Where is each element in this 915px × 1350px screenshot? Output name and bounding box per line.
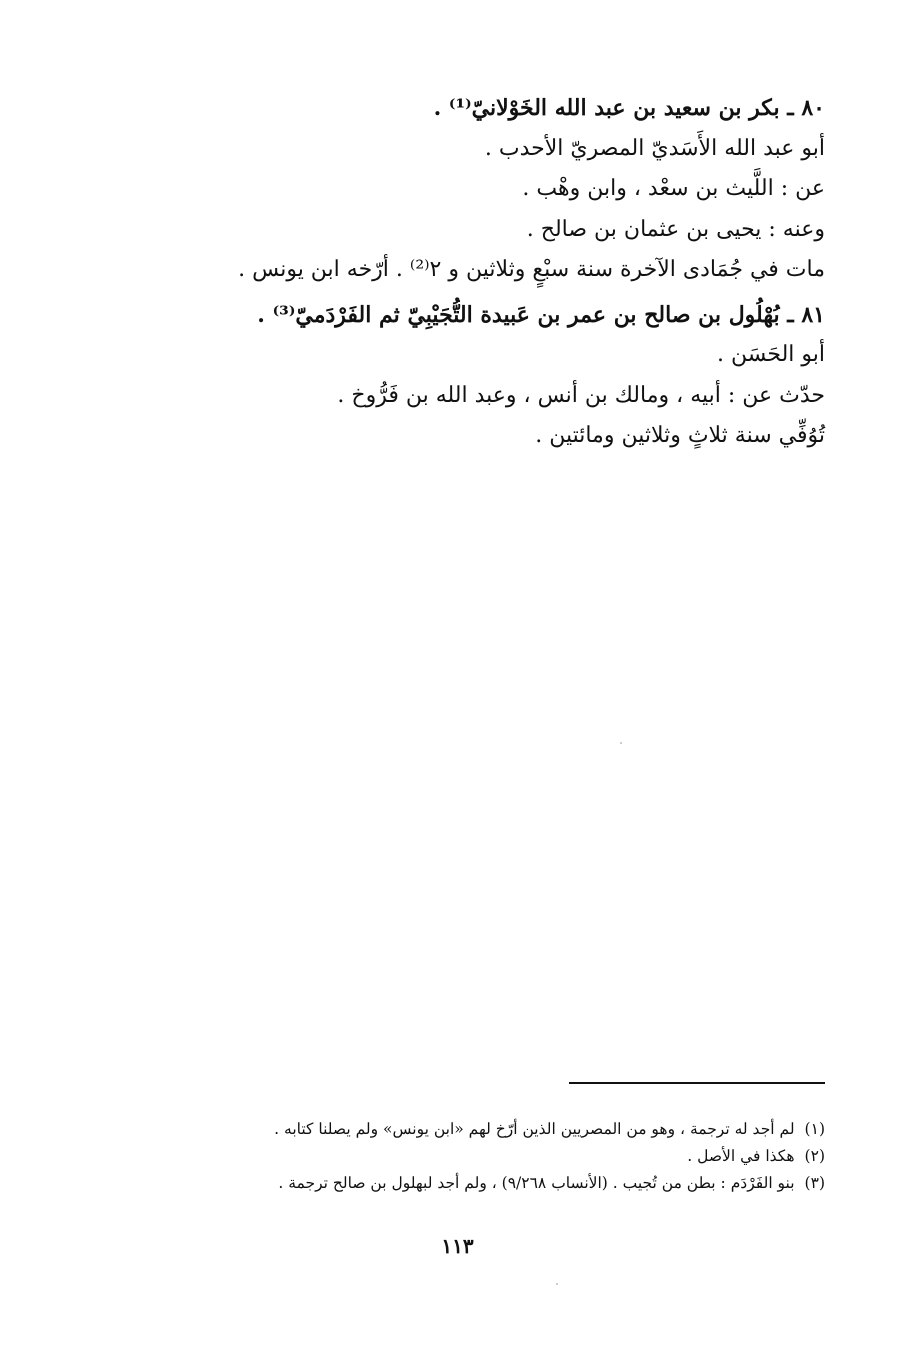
entry-80-line-3: وعنه : يحيى بن عثمان بن صالح . (526, 216, 825, 242)
footnote-divider (569, 1082, 825, 1084)
entry-80-line-1: أبو عبد الله الأَسَديّ المصريّ الأحدب . (484, 135, 825, 161)
main-text (85, 88, 825, 457)
footnote-number: (١) (804, 1120, 825, 1138)
footnote-2 (85, 1143, 825, 1170)
scan-speck (556, 1283, 558, 1285)
footnote-number: (٢) (804, 1147, 825, 1165)
footnotes (85, 1116, 825, 1197)
entry-80-line-2: عن : اللَّيث بن سعْد ، وابن وهْب . (522, 176, 825, 201)
footnote-1 (85, 1116, 825, 1143)
entry-81-heading: ٨١ ـ بُهْلُول بن صالح بن عمر بن عَبيدة التُّجَيْبِيّ ثم الفَرْدَميّ⁽³⁾ . (257, 301, 825, 328)
footnote-text: لم أجد له ترجمة ، وهو من المصريين الذين أرّخ لهم «ابن يونس» ولم يصلنا كتابه . (274, 1120, 795, 1138)
entry-80-heading: ٨٠ ـ بكر بن سعيد بن عبد الله الخَوْلانيّ⁽¹⁾ . (433, 95, 825, 121)
entry-81-line-3: تُوُفِّي سنة ثلاثٍ وثلاثين ومائتين . (535, 423, 825, 448)
entry-81-line-1: أبو الحَسَن . (717, 342, 825, 367)
footnote-3 (85, 1170, 825, 1197)
footnote-text: بنو الفَرْدَم : بطن من تُجيب . (الأنساب ٩/٢٦٨) ، ولم أجد لبهلول بن صالح ترجمة . (278, 1174, 795, 1192)
scan-speck (620, 742, 622, 744)
page-number: ١١٣ (441, 1234, 474, 1258)
entry-81-line-2: حدّث عن : أبيه ، ومالك بن أنس ، وعبد الله بن فَرُّوخ . (337, 382, 825, 408)
entry-80-line-4: مات في جُمَادى الآخرة سنة سبْعٍ وثلاثين و ٢⁽²⁾ . أرّخه ابن يونس . (238, 257, 825, 282)
footnote-text: هكذا في الأصل . (687, 1147, 795, 1165)
footnote-number: (٣) (804, 1174, 825, 1192)
